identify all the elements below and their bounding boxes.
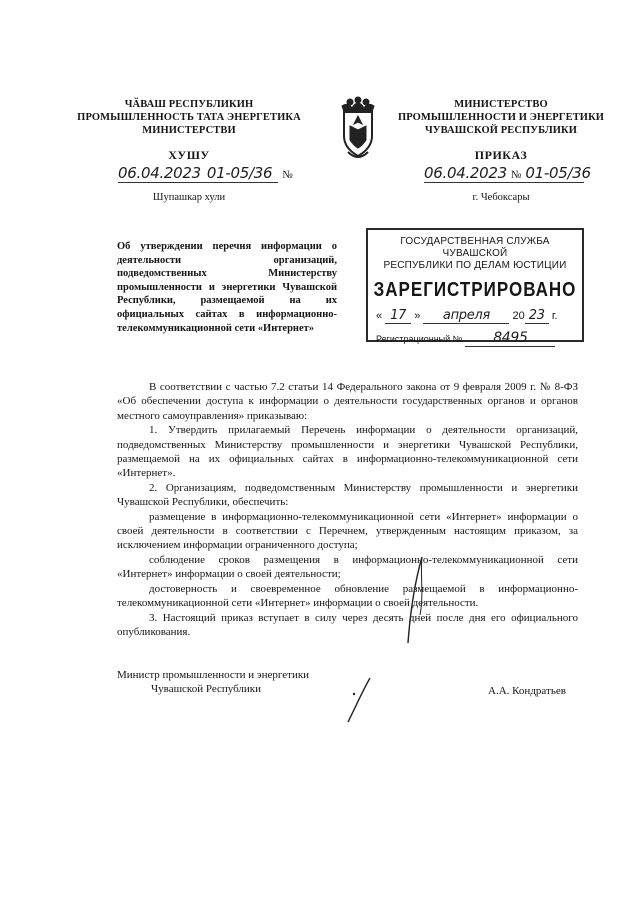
header-left-date-line <box>118 164 298 183</box>
emblem-logo <box>336 96 380 162</box>
header-left-date: 06.04.2023 <box>118 164 201 182</box>
stamp-status: ЗАРЕГИСТРИРОВАНО <box>373 278 577 301</box>
stamp-year-prefix: 20 <box>512 310 525 322</box>
body-item2a: размещение в информационно-телекоммуникационной сети «Интернет» информации о своей деятельности в соответствии с Перечнем, утвержденным настоящим приказом, за исключением информации ограниченного доступа; <box>117 510 578 552</box>
header-right-date-line <box>424 164 614 183</box>
stamp-year-unit: г. <box>551 310 558 322</box>
header-left-line3: МИНИСТЕРСТВИ <box>142 125 236 136</box>
body-item2: 2. Организациям, подведомственным Министерству промышленности и энергетики Чувашской Республики, обеспечить: <box>117 481 578 509</box>
document-title: Об утверждении перечня информации о деятельности организаций, подведомственных Министерству промышленности и энергетики Чувашской Республики, размещаемой на их официальных сайтах в информационно-телекоммуникационной сети «Интернет» <box>117 241 337 334</box>
header-right-date: 06.04.2023 <box>424 164 507 182</box>
document-body <box>117 380 578 639</box>
header-left-org <box>60 98 318 137</box>
stamp-quote-open: « <box>376 310 383 322</box>
stamp-line1: ГОСУДАРСТВЕННАЯ СЛУЖБА ЧУВАШСКОЙ <box>400 236 550 259</box>
stamp-date-row <box>368 308 582 324</box>
body-item2c: достоверность и своевременное обновление размещаемой в информационно-телекоммуникационной сети «Интернет» информации о своей деятельности. <box>117 582 578 610</box>
stamp-day: 17 <box>385 308 411 324</box>
signature-position-line2: Чувашской Республики <box>151 683 262 695</box>
header-left-line2: ПРОМЫШЛЕННОСТЬ ТАТА ЭНЕРГЕТИКА <box>77 112 301 123</box>
header-left-number: 01-05/36 <box>206 164 273 182</box>
header-right-line3: ЧУВАШСКОЙ РЕСПУБЛИКИ <box>424 125 578 136</box>
header-right-line1: МИНИСТЕРСТВО <box>454 99 548 110</box>
header-left-doc-type: ХУШУ <box>168 148 210 162</box>
header-right-line2: ПРОМЫШЛЕННОСТИ И ЭНЕРГЕТИКИ <box>397 112 605 123</box>
header-left-underline <box>118 182 278 183</box>
signature-position <box>117 668 377 696</box>
stamp-year-suffix: 23 <box>525 308 549 324</box>
stamp-quote-close: » <box>414 310 421 322</box>
stamp-reg-row <box>368 330 582 347</box>
header-left-place: Шупашкар хули <box>152 192 226 203</box>
body-intro: В соответствии с частью 7.2 статьи 14 Федерального закона от 9 февраля 2009 г. № 8-ФЗ «Об обеспечении доступа к информации о деятельности государственных органов и органов местного самоуправления» приказываю: <box>117 381 578 422</box>
registration-stamp <box>366 228 584 346</box>
header-right-underline <box>424 182 584 183</box>
body-item2b: соблюдение сроков размещения в информационно-телекоммуникационной сети «Интернет» информации о своей деятельности; <box>117 553 578 581</box>
stamp-line2: РЕСПУБЛИКИ ПО ДЕЛАМ ЮСТИЦИИ <box>383 260 567 271</box>
body-item1: 1. Утвердить прилагаемый Перечень информации о деятельности организаций, подведомственных Министерству промышленности и энергетики Чувашской Республики, размещаемой на их официальных сайтах в информационно-телекоммуникационной сети «Интернет». <box>117 424 578 480</box>
header-right-no-sign: № <box>510 169 522 181</box>
header-left-no-sign: № <box>282 169 293 181</box>
body-item3: 3. Настоящий приказ вступает в силу через десять дней после дня его официального опубликования. <box>117 611 578 638</box>
stamp-reg-number: 8495 <box>465 330 555 347</box>
stamp-reg-label: Регистрационный № <box>376 334 463 344</box>
header-left-line1: ЧӐВАШ РЕСПУБЛИКИН <box>124 99 254 110</box>
stamp-month: апреля <box>423 308 509 324</box>
header-right-place: г. Чебоксары <box>472 192 530 203</box>
header-right-number: 01-05/36 <box>525 164 591 182</box>
signature-name: А.А. Кондратьев <box>488 685 566 697</box>
header-right-doc-type: ПРИКАЗ <box>474 148 528 162</box>
signature-mark <box>340 676 376 724</box>
signature-position-line1: Министр промышленности и энергетики <box>117 669 310 681</box>
header-right-org <box>392 98 610 137</box>
signature-stroke-upper <box>400 555 440 645</box>
